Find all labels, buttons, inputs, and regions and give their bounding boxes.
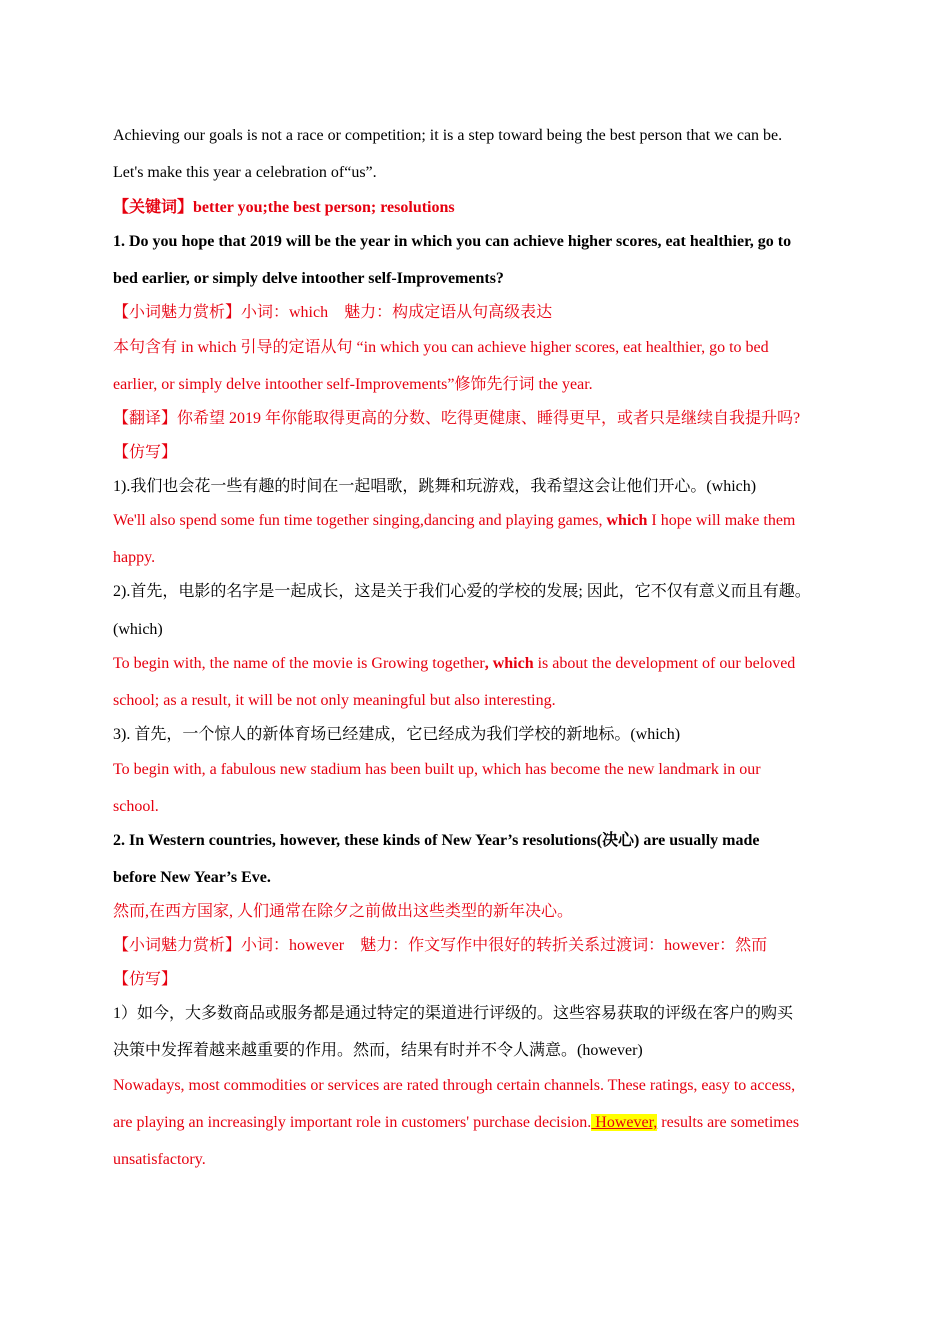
- intro-line-1: Achieving our goals is not a race or competition; it is a step toward being the best person that we can be.: [113, 127, 783, 144]
- translation-1: 【翻译】你希望 2019 年你能取得更高的分数、吃得更健康、睡得更早，或者只是继续自我提升吗?: [113, 410, 801, 427]
- appreciation-which: 【小词魅力赏析】小词：which 魅力：构成定语从句高级表达: [113, 304, 553, 321]
- example-1-english-line-1: [113, 507, 795, 535]
- sentence-1-line-1: 1. Do you hope that 2019 will be the year in which you can achieve higher scores, eat healthier, go to: [113, 233, 792, 250]
- example-3-english-line-1: To begin with, a fabulous new stadium has been built up, which has become the new landmark in our: [113, 761, 761, 778]
- keywords-line: 【关键词】better you;the best person; resolutions: [113, 199, 455, 216]
- example-1-text-a: We'll also spend some fun time together singing,dancing and playing games,: [113, 512, 607, 529]
- sentence-2-line-2: before New Year’s Eve.: [113, 869, 271, 886]
- example-4-english-line-2: [113, 1109, 799, 1137]
- imitate-title-2: 【仿写】: [113, 971, 178, 988]
- example-2-keyword: , which: [484, 655, 534, 672]
- example-2-text-a: To begin with, the name of the movie is Growing together: [113, 655, 485, 672]
- example-4-text-b: results are sometimes: [657, 1114, 800, 1131]
- example-4-text-a: are playing an increasingly important role in customers' purchase decision.: [113, 1114, 592, 1131]
- explanation-line-2: earlier, or simply delve intoother self-Improvements”修饰先行词 the year.: [113, 376, 593, 393]
- example-4-english-line-3: unsatisfactory.: [113, 1151, 206, 1168]
- example-4-chinese-line-2: 决策中发挥着越来越重要的作用。然而，结果有时并不令人满意。(however): [113, 1042, 643, 1059]
- example-3-chinese: 3). 首先，一个惊人的新体育场已经建成，它已经成为我们学校的新地标。(which): [113, 726, 681, 743]
- example-2-chinese-line-2: (which): [113, 621, 163, 638]
- intro-line-2: Let's make this year a celebration of“us”.: [113, 164, 377, 181]
- example-2-chinese-line-1: 2).首先，电影的名字是一起成长，这是关于我们心爱的学校的发展; 因此，它不仅有意义而且有趣。: [113, 583, 811, 600]
- example-3-english-line-2: school.: [113, 798, 159, 815]
- example-4-english-line-1: Nowadays, most commodities or services are rated through certain channels. These ratings, easy to access,: [113, 1077, 796, 1094]
- example-1-chinese: 1).我们也会花一些有趣的时间在一起唱歌，跳舞和玩游戏，我希望这会让他们开心。(which): [113, 478, 757, 495]
- example-2-english-line-2: school; as a result, it will be not only meaningful but also interesting.: [113, 692, 556, 709]
- example-2-english-line-1: [113, 650, 795, 678]
- sentence-1-line-2: bed earlier, or simply delve intoother self-Improvements?: [113, 270, 504, 287]
- example-2-text-b: is about the development of our beloved: [533, 655, 796, 672]
- explanation-line-1: 本句含有 in which 引导的定语从句 “in which you can achieve higher scores, eat healthier, go to bed: [113, 339, 769, 356]
- appreciation-however: 【小词魅力赏析】小词：however 魅力：作文写作中很好的转折关系过渡词：however：然而: [113, 937, 768, 954]
- translation-2: 然而,在西方国家, 人们通常在除夕之前做出这些类型的新年决心。: [113, 903, 574, 920]
- imitate-title-1: 【仿写】: [113, 444, 178, 461]
- sentence-2-line-1: 2. In Western countries, however, these kinds of New Year’s resolutions(决心) are usually made: [113, 832, 760, 849]
- highlighted-keyword-however: However,: [591, 1114, 658, 1131]
- example-1-english-line-2: happy.: [113, 549, 156, 566]
- example-1-keyword: which: [606, 512, 648, 529]
- example-1-text-b: I hope will make them: [647, 512, 796, 529]
- example-4-chinese-line-1: 1）如今，大多数商品或服务都是通过特定的渠道进行评级的。这些容易获取的评级在客户的购买: [113, 1005, 794, 1022]
